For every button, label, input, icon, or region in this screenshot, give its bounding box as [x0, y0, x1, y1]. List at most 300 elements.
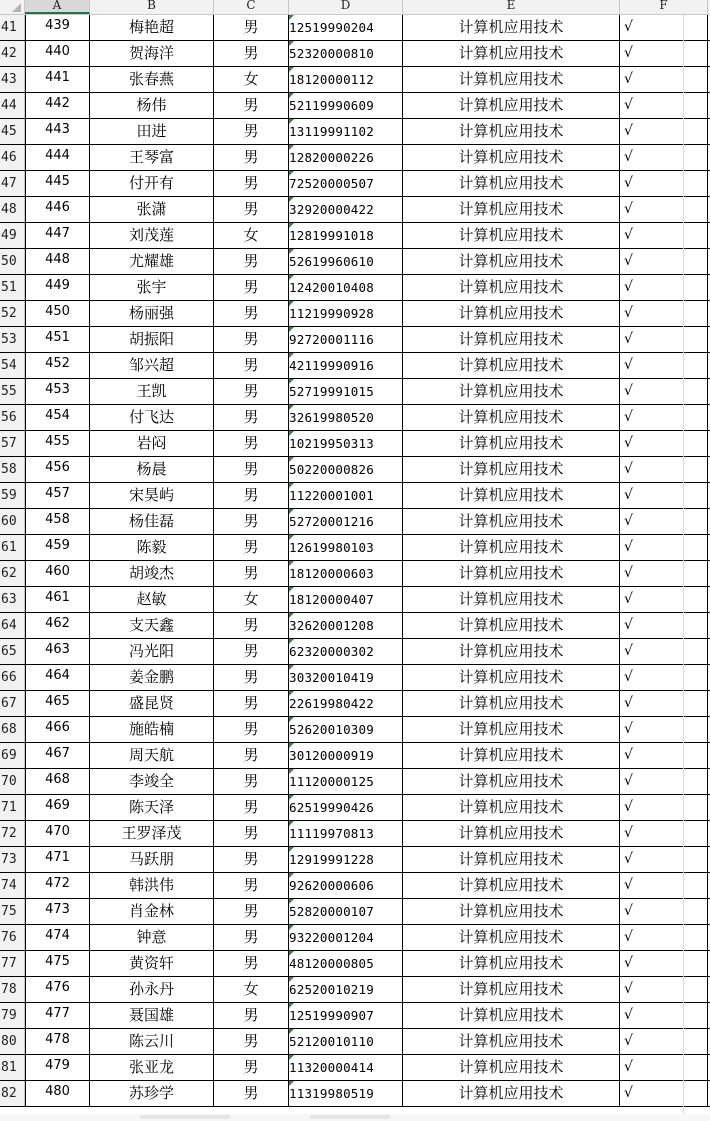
cell-f[interactable]: [620, 301, 708, 326]
cell-c[interactable]: [214, 249, 289, 274]
cell-e[interactable]: [403, 639, 620, 664]
cell-c[interactable]: [214, 951, 289, 976]
cell-b[interactable]: [90, 587, 214, 612]
cell-d[interactable]: [289, 379, 403, 404]
cell-e[interactable]: [403, 275, 620, 300]
scrollbar-thumb[interactable]: [140, 1115, 230, 1119]
row-number[interactable]: [0, 821, 25, 846]
row-number[interactable]: [0, 405, 25, 430]
cell-c[interactable]: [214, 1003, 289, 1028]
cell-a[interactable]: [25, 509, 90, 534]
cell-b[interactable]: [90, 1003, 214, 1028]
cell-a[interactable]: [25, 171, 90, 196]
cell-d[interactable]: [289, 691, 403, 716]
cell-f[interactable]: [620, 67, 708, 92]
cell-d[interactable]: [289, 743, 403, 768]
cell-d[interactable]: [289, 717, 403, 742]
cell-c[interactable]: [214, 639, 289, 664]
cell-e[interactable]: [403, 171, 620, 196]
cell-e[interactable]: [403, 665, 620, 690]
row-number[interactable]: [0, 41, 25, 66]
cell-a[interactable]: [25, 249, 90, 274]
cell-f[interactable]: [620, 899, 708, 924]
cell-e[interactable]: [403, 613, 620, 638]
cell-c[interactable]: [214, 691, 289, 716]
column-header-a[interactable]: A: [25, 0, 90, 14]
cell-d[interactable]: [289, 873, 403, 898]
cell-d[interactable]: [289, 93, 403, 118]
cell-f[interactable]: [620, 951, 708, 976]
cell-e[interactable]: [403, 119, 620, 144]
row-number[interactable]: [0, 93, 25, 118]
cell-b[interactable]: [90, 301, 214, 326]
cell-e[interactable]: [403, 1029, 620, 1054]
column-header-f[interactable]: F: [620, 0, 708, 14]
row-number[interactable]: [0, 249, 25, 274]
cell-e[interactable]: [403, 431, 620, 456]
cell-c[interactable]: [214, 665, 289, 690]
cell-d[interactable]: [289, 197, 403, 222]
cell-d[interactable]: [289, 119, 403, 144]
cell-c[interactable]: [214, 145, 289, 170]
row-number[interactable]: [0, 665, 25, 690]
cell-b[interactable]: [90, 899, 214, 924]
cell-a[interactable]: [25, 977, 90, 1002]
cell-a[interactable]: [25, 847, 90, 872]
cell-a[interactable]: [25, 951, 90, 976]
cell-d[interactable]: [289, 431, 403, 456]
cell-a[interactable]: [25, 769, 90, 794]
cell-e[interactable]: [403, 1055, 620, 1080]
cell-c[interactable]: [214, 431, 289, 456]
cell-a[interactable]: [25, 665, 90, 690]
cell-b[interactable]: [90, 535, 214, 560]
cell-f[interactable]: [620, 717, 708, 742]
row-number[interactable]: [0, 691, 25, 716]
cell-b[interactable]: [90, 483, 214, 508]
cell-e[interactable]: [403, 405, 620, 430]
row-number[interactable]: [0, 899, 25, 924]
cell-d[interactable]: [289, 613, 403, 638]
cell-b[interactable]: [90, 275, 214, 300]
cell-f[interactable]: [620, 379, 708, 404]
cell-d[interactable]: [289, 483, 403, 508]
cell-f[interactable]: [620, 665, 708, 690]
cell-c[interactable]: [214, 1081, 289, 1106]
cell-a[interactable]: [25, 41, 90, 66]
row-number[interactable]: [0, 951, 25, 976]
cell-a[interactable]: [25, 1029, 90, 1054]
cell-e[interactable]: [403, 379, 620, 404]
column-header-c[interactable]: C: [214, 0, 289, 14]
cell-d[interactable]: [289, 821, 403, 846]
row-number[interactable]: [0, 535, 25, 560]
cell-b[interactable]: [90, 561, 214, 586]
cell-f[interactable]: [620, 873, 708, 898]
row-number[interactable]: [0, 171, 25, 196]
row-number[interactable]: [0, 457, 25, 482]
cell-a[interactable]: [25, 795, 90, 820]
cell-a[interactable]: [25, 691, 90, 716]
cell-b[interactable]: [90, 431, 214, 456]
cell-f[interactable]: [620, 119, 708, 144]
cell-d[interactable]: [289, 795, 403, 820]
cell-b[interactable]: [90, 977, 214, 1002]
cell-b[interactable]: [90, 171, 214, 196]
cell-c[interactable]: [214, 977, 289, 1002]
cell-e[interactable]: [403, 457, 620, 482]
cell-b[interactable]: [90, 249, 214, 274]
column-header-b[interactable]: B: [90, 0, 214, 14]
cell-f[interactable]: [620, 587, 708, 612]
cell-f[interactable]: [620, 353, 708, 378]
cell-c[interactable]: [214, 509, 289, 534]
row-number[interactable]: [0, 197, 25, 222]
cell-f[interactable]: [620, 1003, 708, 1028]
cell-b[interactable]: [90, 457, 214, 482]
row-number[interactable]: [0, 873, 25, 898]
cell-c[interactable]: [214, 769, 289, 794]
cell-b[interactable]: [90, 145, 214, 170]
cell-c[interactable]: [214, 223, 289, 248]
cell-f[interactable]: [620, 535, 708, 560]
cell-c[interactable]: [214, 171, 289, 196]
cell-b[interactable]: [90, 769, 214, 794]
row-number[interactable]: [0, 509, 25, 534]
cell-f[interactable]: [620, 821, 708, 846]
row-number[interactable]: [0, 67, 25, 92]
cell-a[interactable]: [25, 613, 90, 638]
row-number[interactable]: [0, 301, 25, 326]
cell-b[interactable]: [90, 613, 214, 638]
cell-c[interactable]: [214, 93, 289, 118]
cell-c[interactable]: [214, 535, 289, 560]
cell-a[interactable]: [25, 15, 90, 40]
cell-f[interactable]: [620, 613, 708, 638]
cell-c[interactable]: [214, 847, 289, 872]
cell-e[interactable]: [403, 41, 620, 66]
cell-e[interactable]: [403, 483, 620, 508]
cell-a[interactable]: [25, 223, 90, 248]
row-number[interactable]: [0, 275, 25, 300]
cell-a[interactable]: [25, 379, 90, 404]
cell-f[interactable]: [620, 145, 708, 170]
cell-f[interactable]: [620, 977, 708, 1002]
cell-d[interactable]: [289, 899, 403, 924]
cell-e[interactable]: [403, 743, 620, 768]
cell-d[interactable]: [289, 1055, 403, 1080]
cell-e[interactable]: [403, 15, 620, 40]
horizontal-scrollbar[interactable]: [0, 1114, 710, 1121]
cell-c[interactable]: [214, 899, 289, 924]
cell-c[interactable]: [214, 41, 289, 66]
cell-b[interactable]: [90, 405, 214, 430]
cell-f[interactable]: [620, 847, 708, 872]
row-number[interactable]: [0, 743, 25, 768]
cell-a[interactable]: [25, 457, 90, 482]
cell-d[interactable]: [289, 847, 403, 872]
cell-c[interactable]: [214, 873, 289, 898]
cell-e[interactable]: [403, 899, 620, 924]
cell-a[interactable]: [25, 925, 90, 950]
cell-e[interactable]: [403, 1081, 620, 1106]
column-header-d[interactable]: D: [289, 0, 403, 14]
cell-e[interactable]: [403, 951, 620, 976]
cell-c[interactable]: [214, 587, 289, 612]
row-number[interactable]: [0, 717, 25, 742]
row-number[interactable]: [0, 15, 25, 40]
cell-e[interactable]: [403, 587, 620, 612]
cell-c[interactable]: [214, 301, 289, 326]
row-number[interactable]: [0, 379, 25, 404]
cell-d[interactable]: [289, 925, 403, 950]
select-all-corner[interactable]: [0, 0, 25, 14]
cell-e[interactable]: [403, 223, 620, 248]
cell-d[interactable]: [289, 951, 403, 976]
cell-b[interactable]: [90, 353, 214, 378]
cell-f[interactable]: [620, 171, 708, 196]
cell-c[interactable]: [214, 1029, 289, 1054]
cell-a[interactable]: [25, 561, 90, 586]
row-number[interactable]: [0, 977, 25, 1002]
cell-e[interactable]: [403, 327, 620, 352]
cell-d[interactable]: [289, 535, 403, 560]
cell-f[interactable]: [620, 743, 708, 768]
cell-d[interactable]: [289, 457, 403, 482]
row-number[interactable]: [0, 847, 25, 872]
cell-e[interactable]: [403, 249, 620, 274]
cell-c[interactable]: [214, 275, 289, 300]
cell-d[interactable]: [289, 249, 403, 274]
cell-a[interactable]: [25, 899, 90, 924]
cell-c[interactable]: [214, 119, 289, 144]
cell-d[interactable]: [289, 639, 403, 664]
row-number[interactable]: [0, 639, 25, 664]
cell-b[interactable]: [90, 119, 214, 144]
cell-e[interactable]: [403, 977, 620, 1002]
cell-f[interactable]: [620, 639, 708, 664]
cell-c[interactable]: [214, 67, 289, 92]
cell-b[interactable]: [90, 665, 214, 690]
cell-c[interactable]: [214, 15, 289, 40]
cell-d[interactable]: [289, 1003, 403, 1028]
cell-e[interactable]: [403, 301, 620, 326]
row-number[interactable]: [0, 795, 25, 820]
cell-b[interactable]: [90, 1055, 214, 1080]
row-number[interactable]: [0, 483, 25, 508]
cell-a[interactable]: [25, 119, 90, 144]
cell-f[interactable]: [620, 405, 708, 430]
cell-a[interactable]: [25, 717, 90, 742]
cell-f[interactable]: [620, 249, 708, 274]
cell-e[interactable]: [403, 145, 620, 170]
cell-a[interactable]: [25, 1055, 90, 1080]
cell-d[interactable]: [289, 301, 403, 326]
cell-a[interactable]: [25, 1003, 90, 1028]
row-number[interactable]: [0, 1029, 25, 1054]
cell-c[interactable]: [214, 457, 289, 482]
cell-e[interactable]: [403, 691, 620, 716]
cell-d[interactable]: [289, 561, 403, 586]
cell-f[interactable]: [620, 197, 708, 222]
cell-e[interactable]: [403, 821, 620, 846]
cell-d[interactable]: [289, 1029, 403, 1054]
row-number[interactable]: [0, 1003, 25, 1028]
cell-d[interactable]: [289, 41, 403, 66]
cell-a[interactable]: [25, 327, 90, 352]
cell-f[interactable]: [620, 483, 708, 508]
cell-e[interactable]: [403, 717, 620, 742]
cell-c[interactable]: [214, 613, 289, 638]
row-number[interactable]: [0, 1055, 25, 1080]
cell-d[interactable]: [289, 145, 403, 170]
cell-e[interactable]: [403, 93, 620, 118]
cell-a[interactable]: [25, 821, 90, 846]
row-number[interactable]: [0, 353, 25, 378]
cell-b[interactable]: [90, 873, 214, 898]
cell-c[interactable]: [214, 327, 289, 352]
row-number[interactable]: [0, 119, 25, 144]
cell-f[interactable]: [620, 93, 708, 118]
cell-c[interactable]: [214, 795, 289, 820]
cell-a[interactable]: [25, 197, 90, 222]
row-number[interactable]: [0, 327, 25, 352]
cell-d[interactable]: [289, 67, 403, 92]
cell-f[interactable]: [620, 561, 708, 586]
row-number[interactable]: [0, 431, 25, 456]
cell-e[interactable]: [403, 1003, 620, 1028]
cell-b[interactable]: [90, 509, 214, 534]
cell-e[interactable]: [403, 535, 620, 560]
cell-f[interactable]: [620, 223, 708, 248]
row-number[interactable]: [0, 1081, 25, 1106]
cell-f[interactable]: [620, 457, 708, 482]
cell-f[interactable]: [620, 509, 708, 534]
cell-a[interactable]: [25, 353, 90, 378]
cell-a[interactable]: [25, 275, 90, 300]
cell-f[interactable]: [620, 1029, 708, 1054]
cell-b[interactable]: [90, 925, 214, 950]
cell-b[interactable]: [90, 93, 214, 118]
cell-a[interactable]: [25, 93, 90, 118]
cell-a[interactable]: [25, 873, 90, 898]
cell-d[interactable]: [289, 587, 403, 612]
cell-d[interactable]: [289, 1081, 403, 1106]
cell-b[interactable]: [90, 379, 214, 404]
cell-a[interactable]: [25, 639, 90, 664]
cell-b[interactable]: [90, 717, 214, 742]
cell-a[interactable]: [25, 535, 90, 560]
cell-b[interactable]: [90, 197, 214, 222]
cell-c[interactable]: [214, 821, 289, 846]
cell-a[interactable]: [25, 483, 90, 508]
cell-b[interactable]: [90, 691, 214, 716]
row-number[interactable]: [0, 145, 25, 170]
row-number[interactable]: [0, 587, 25, 612]
cell-c[interactable]: [214, 925, 289, 950]
cell-b[interactable]: [90, 15, 214, 40]
cell-a[interactable]: [25, 431, 90, 456]
cell-d[interactable]: [289, 977, 403, 1002]
cell-c[interactable]: [214, 353, 289, 378]
cell-f[interactable]: [620, 691, 708, 716]
cell-f[interactable]: [620, 1081, 708, 1106]
cell-a[interactable]: [25, 405, 90, 430]
cell-f[interactable]: [620, 15, 708, 40]
row-number[interactable]: [0, 925, 25, 950]
row-number[interactable]: [0, 561, 25, 586]
cell-e[interactable]: [403, 873, 620, 898]
cell-e[interactable]: [403, 509, 620, 534]
cell-e[interactable]: [403, 769, 620, 794]
cell-d[interactable]: [289, 223, 403, 248]
row-number[interactable]: [0, 223, 25, 248]
cell-d[interactable]: [289, 275, 403, 300]
cell-a[interactable]: [25, 743, 90, 768]
cell-b[interactable]: [90, 223, 214, 248]
cell-b[interactable]: [90, 847, 214, 872]
cell-d[interactable]: [289, 509, 403, 534]
cell-d[interactable]: [289, 353, 403, 378]
cell-b[interactable]: [90, 743, 214, 768]
cell-a[interactable]: [25, 145, 90, 170]
cell-e[interactable]: [403, 925, 620, 950]
scrollbar-thumb[interactable]: [310, 1115, 390, 1119]
cell-f[interactable]: [620, 1055, 708, 1080]
cell-b[interactable]: [90, 821, 214, 846]
cell-b[interactable]: [90, 1081, 214, 1106]
cell-b[interactable]: [90, 639, 214, 664]
cell-a[interactable]: [25, 301, 90, 326]
cell-d[interactable]: [289, 327, 403, 352]
cell-e[interactable]: [403, 67, 620, 92]
cell-d[interactable]: [289, 665, 403, 690]
cell-c[interactable]: [214, 743, 289, 768]
cell-f[interactable]: [620, 769, 708, 794]
cell-c[interactable]: [214, 379, 289, 404]
cell-b[interactable]: [90, 67, 214, 92]
row-number[interactable]: [0, 769, 25, 794]
cell-b[interactable]: [90, 1029, 214, 1054]
cell-d[interactable]: [289, 405, 403, 430]
cell-c[interactable]: [214, 197, 289, 222]
cell-b[interactable]: [90, 327, 214, 352]
cell-a[interactable]: [25, 1081, 90, 1106]
cell-d[interactable]: [289, 15, 403, 40]
cell-f[interactable]: [620, 275, 708, 300]
cell-e[interactable]: [403, 353, 620, 378]
cell-c[interactable]: [214, 1055, 289, 1080]
cell-e[interactable]: [403, 795, 620, 820]
cell-a[interactable]: [25, 67, 90, 92]
cell-e[interactable]: [403, 197, 620, 222]
cell-c[interactable]: [214, 405, 289, 430]
cell-d[interactable]: [289, 171, 403, 196]
cell-d[interactable]: [289, 769, 403, 794]
cell-e[interactable]: [403, 561, 620, 586]
cell-c[interactable]: [214, 561, 289, 586]
cell-f[interactable]: [620, 925, 708, 950]
cell-f[interactable]: [620, 327, 708, 352]
cell-e[interactable]: [403, 847, 620, 872]
column-header-e[interactable]: E: [403, 0, 620, 14]
cell-b[interactable]: [90, 41, 214, 66]
cell-c[interactable]: [214, 717, 289, 742]
cell-c[interactable]: [214, 483, 289, 508]
cell-b[interactable]: [90, 795, 214, 820]
row-number[interactable]: [0, 613, 25, 638]
cell-a[interactable]: [25, 587, 90, 612]
